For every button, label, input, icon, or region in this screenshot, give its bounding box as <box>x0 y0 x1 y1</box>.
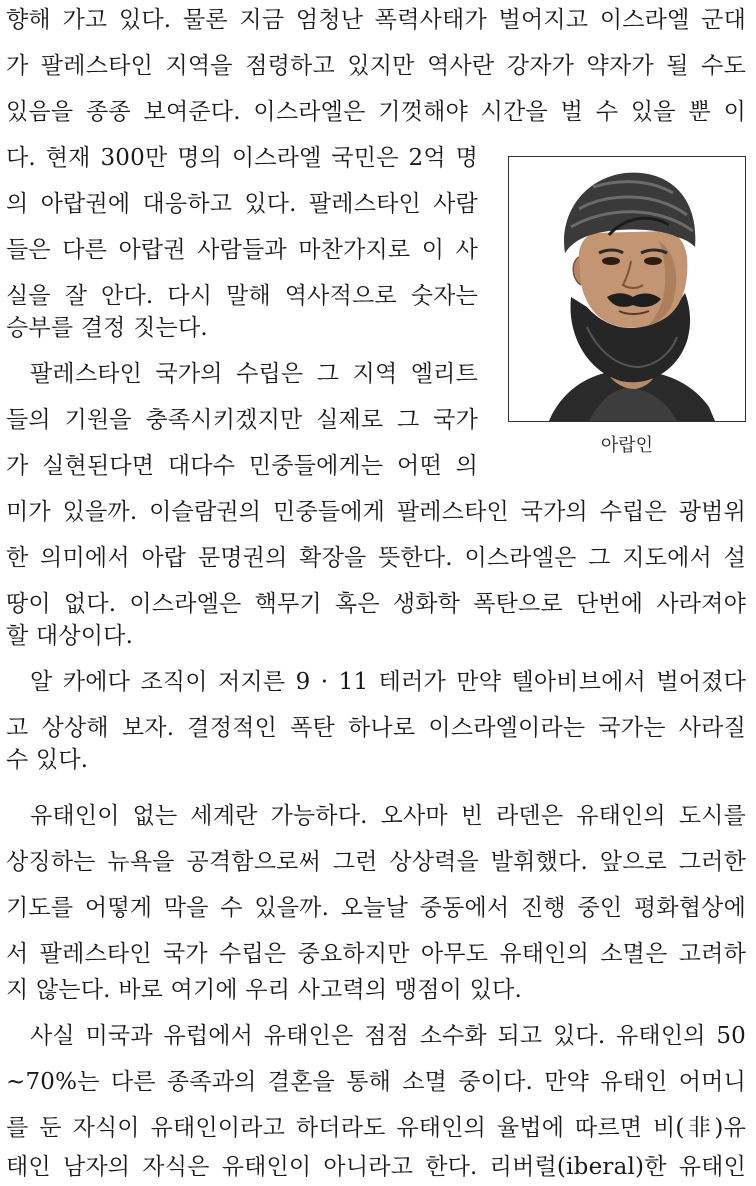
text-line: 상징하는 뉴욕을 공격함으로써 그런 상상력을 발휘했다. 앞으로 그러한 <box>6 849 746 875</box>
portrait-illustration <box>508 156 746 422</box>
text-line: 팔레스타인 국가의 수립은 그 지역 엘리트 <box>30 361 478 387</box>
text-line: 미가 있을까. 이슬람권의 민중들에게 팔레스타인 국가의 수립은 광범위 <box>6 499 746 525</box>
text-line: 태인 남자의 자식은 유태인이 아니라고 한다. 리버럴(iberal)한 유태인 <box>6 1154 746 1180</box>
text-line: 사실 미국과 유럽에서 유태인은 점점 소수화 되고 있다. 유태인의 50 <box>30 1023 746 1049</box>
text-line: 유태인이 없는 세계란 가능하다. 오사마 빈 라덴은 유태인의 도시를 <box>30 803 746 829</box>
text-line: 를 둔 자식이 유태인이라고 하더라도 유태인의 율법에 따르면 비(非)유 <box>6 1115 746 1141</box>
figure-caption: 아랍인 <box>600 435 654 456</box>
text-line: 가 팔레스타인 지역을 점령하고 있지만 역사란 강자가 약자가 될 수도 <box>6 53 746 79</box>
text-line: 승부를 결정 짓는다. <box>6 315 208 341</box>
text-line: 서 팔레스타인 국가 수립은 중요하지만 아무도 유태인의 소멸은 고려하 <box>6 941 746 967</box>
text-line: 수 있다. <box>6 747 89 773</box>
text-line: ~70%는 다른 종족과의 결혼을 통해 소멸 중이다. 만약 유태인 어머니 <box>6 1069 746 1095</box>
text-line: 가 실현된다면 대다수 민중들에게는 어떤 의 <box>6 453 478 479</box>
text-line: 향해 가고 있다. 물론 지금 엄청난 폭력사태가 벌어지고 이스라엘 군대 <box>6 7 746 33</box>
text-line: 한 의미에서 아랍 문명권의 확장을 뜻한다. 이스라엘은 그 지도에서 설 <box>6 545 746 571</box>
text-line: 기도를 어떻게 막을 수 있을까. 오늘날 중동에서 진행 중인 평화협상에 <box>6 895 746 921</box>
text-line: 지 않는다. 바로 여기에 우리 사고력의 맹점이 있다. <box>6 977 522 1003</box>
text-line: 고 상상해 보자. 결정적인 폭탄 하나로 이스라엘이라는 국가는 사라질 <box>6 715 746 741</box>
text-line: 땅이 없다. 이스라엘은 핵무기 혹은 생화학 폭탄으로 단번에 사라져야 <box>6 591 746 617</box>
text-line: 있음을 종종 보여준다. 이스라엘은 기껏해야 시간을 벌 수 있을 뿐 이 <box>6 99 746 125</box>
text-line: 의 아랍권에 대응하고 있다. 팔레스타인 사람 <box>6 191 478 217</box>
text-line: 들은 다른 아랍권 사람들과 마찬가지로 이 사 <box>6 237 478 263</box>
text-line: 할 대상이다. <box>6 623 134 649</box>
text-line: 실을 잘 안다. 다시 말해 역사적으로 숫자는 <box>6 283 478 309</box>
text-line: 다. 현재 300만 명의 이스라엘 국민은 2억 명 <box>6 145 478 171</box>
portrait-drawing <box>509 157 745 421</box>
text-line: 들의 기원을 충족시키겠지만 실제로 그 국가 <box>6 407 478 433</box>
text-line: 알 카에다 조직이 저지른 9 · 11 테러가 만약 텔아비브에서 벌어졌다 <box>30 669 746 695</box>
